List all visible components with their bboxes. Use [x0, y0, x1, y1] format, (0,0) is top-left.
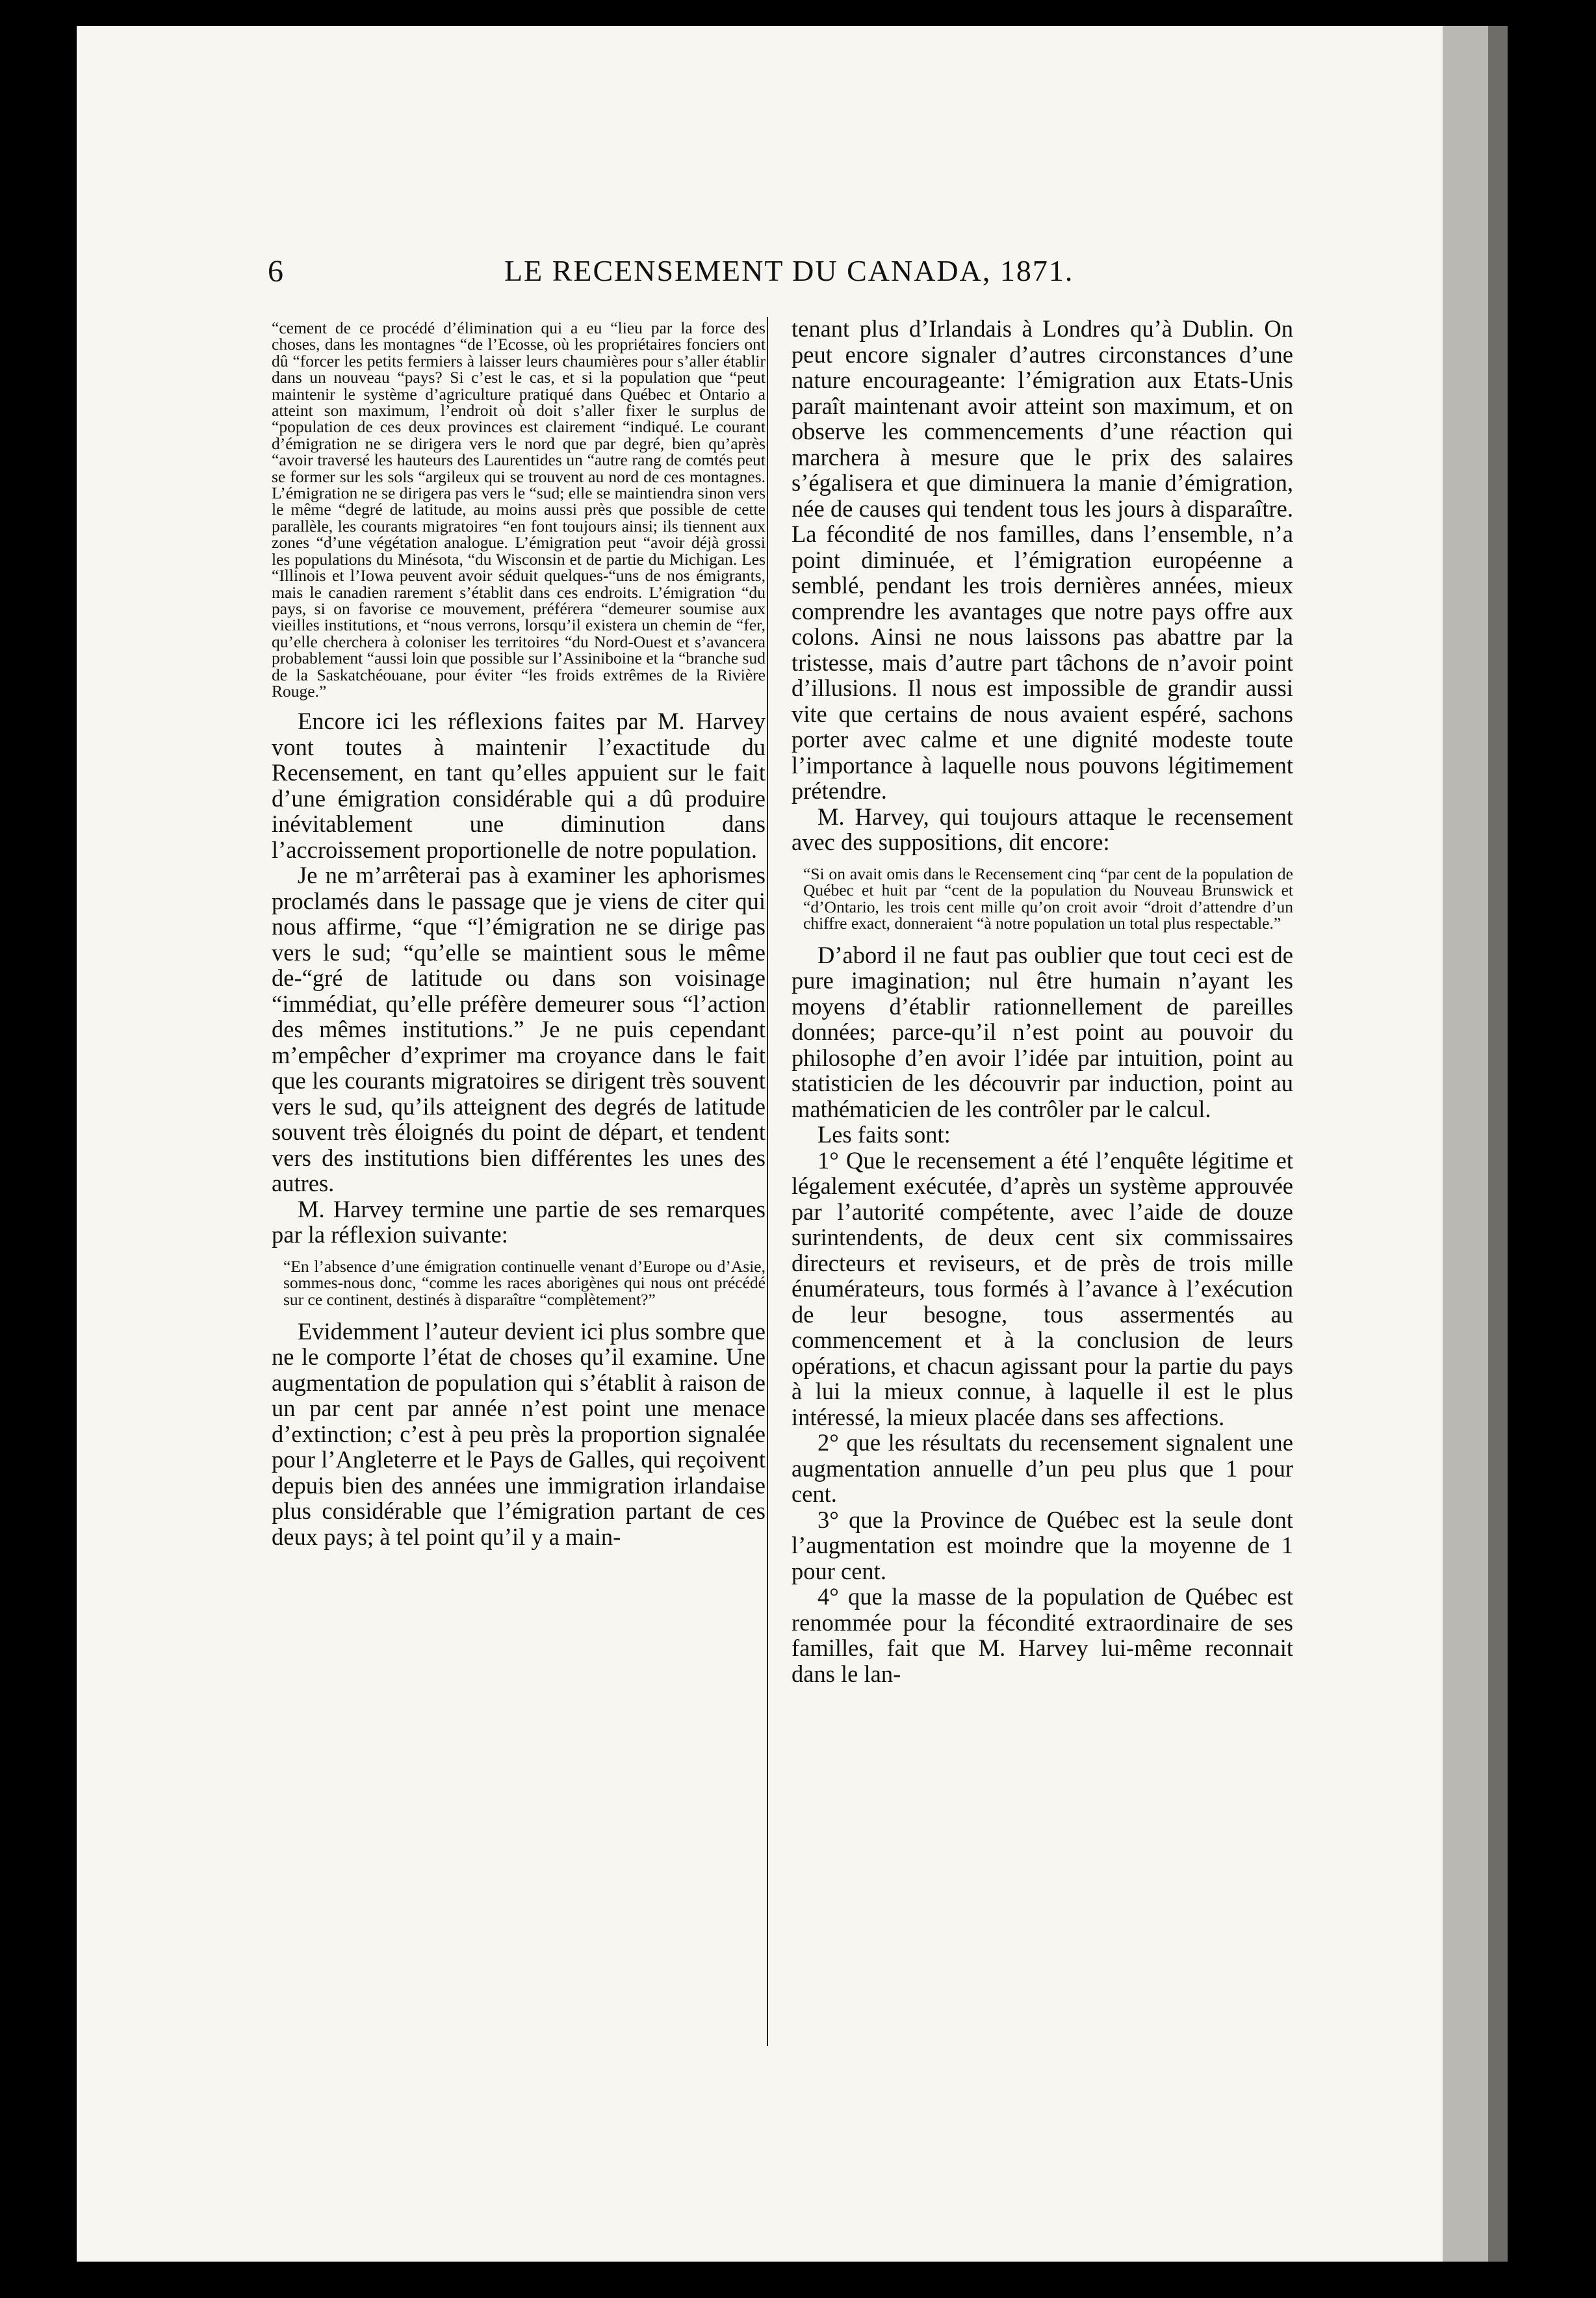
- paragraph: Evidemment l’auteur devient ici plus sombre que ne le comporte l’état de choses qu’il examine. Une augmentation de population qui s’établit à raison de un par cent par année n’est point une menace d’extinction; c’est à peu près la proportion signalée pour l’Angleterre et le Pays de Galles, qui reçoivent depuis bien des années une immigration irlandaise plus considérable que l’émigration partant de ces deux pays; à tel point qu’il y a main-: [272, 1317, 766, 1550]
- list-item: 1° Que le recensement a été l’enquête légitime et légalement exécutée, d’après un système approuvée par l’autorité compétente, avec l’aide de douze surintendents, de deux cent six commissaires directeurs et reviseurs, et de près de trois mille énumérateurs, tous formés à l’avance à l’exécution de leur besogne, tous assermentés au commencement et à la conclusion de leurs opérations, et chacun agissant pour la partie du pays à lui la mieux connue, à laquelle il est le plus intéressé, la mieux placée dans ses affections.: [792, 1146, 1293, 1430]
- right-column: [792, 316, 1293, 1686]
- paragraph: M. Harvey, qui toujours attaque le recensement avec des suppositions, dit encore:: [792, 803, 1293, 855]
- quote-continued: “cement de ce procédé d’élimination qui a eu “lieu par la force des choses, dans les montagnes “de l’Ecosse, où les propriétaires fonciers ont dû “forcer les petits fermiers à laisser leurs chaumières pour s’aller établir dans un nouveau “pays? Si c’est le cas, et si la population que “peut maintenir le système d’agriculture pratiqué dans Québec et Ontario a atteint son maximum, l’endroit où doit s’aller fixer le surplus de “population de ces deux provinces est clairement “indiqué. Le courant d’émigration ne se dirigera vers le nord que par degré, bien qu’après “avoir traversé les hauteurs des Laurentides un “autre rang de comtés peut se former sur les sols “argileux qui se trouvent au nord de ces montagnes. L’émigration ne se dirigera pas vers le “sud; elle se maintiendra sinon vers le même “degré de latitude, au moins aussi près que possible de cette parallèle, les courants migratoires “en font toujours ainsi; ils tiennent aux zones “d’une végétation analogue. L’émigration peut “avoir déjà grossi les populations du Minésota, “du Wisconsin et de partie du Michigan. Les “Illinois et l’Iowa peuvent avoir séduit quelques-“uns de nos émigrants, mais le canadien rarement s’établit dans ces endroits. L’émigration “du pays, si on favorise ce mouvement, préférera “demeurer soumise aux vieilles institutions, et “nous verrons, lorsqu’il existera un chemin de “fer, qu’elle cherchera à coloniser les territoires “du Nord-Ouest et s’avancera probablement “aussi loin que possible sur l’Assiniboine et la “branche sud de la Saskatchéouane, pour éviter “les froids extrêmes de la Rivière Rouge.”: [272, 318, 766, 701]
- page-edge-shadow: [1488, 26, 1508, 2262]
- paragraph: D’abord il ne faut pas oublier que tout ceci est de pure imagination; nul être humain n’ayant les moyens d’établir rationnellement de pareilles données; parce-qu’il n’est point au pouvoir du philosophe d’en avoir l’idée par intuition, point au statisticien de les découvrir par induction, point au mathématicien de les contrôler par le calcul.: [792, 941, 1293, 1122]
- paragraph: M. Harvey termine une partie de ses remarques par la réflexion suivante:: [272, 1195, 766, 1248]
- left-column: [272, 320, 766, 1549]
- list-item: 3° que la Province de Québec est la seule dont l’augmentation est moindre que la moyenne de 1 pour cent.: [792, 1506, 1293, 1584]
- facts-intro: Les faits sont:: [817, 1121, 951, 1148]
- paragraph: Encore ici les réflexions faites par M. Harvey vont toutes à maintenir l’exactitude du Recensement, en tant qu’elles appuient sur le fait d’une émigration considérable qui a dû produire inévitablement une diminution dans l’accroissement proportionelle de notre population.: [272, 708, 766, 863]
- block-quote: “En l’absence d’une émigration continuelle venant d’Europe ou d’Asie, sommes-nous donc, “comme les races aborigènes qui nous ont précédé sur ce continent, destinés à disparaître “complètement?”: [283, 1256, 766, 1310]
- list-item: 2° que les résultats du recensement signalent une augmentation annuelle d’un peu plus que 1 pour cent.: [792, 1429, 1293, 1508]
- page-number: 6: [268, 254, 283, 289]
- block-quote: “Si on avait omis dans le Recensement cinq “par cent de la population de Québec et huit par “cent de la population du Nouveau Brunswick et “d’Ontario, les trois cent mille qu’on croit avoir “droit d’attendre d’un chiffre exact, donneraient “à notre population un total plus respectable.”: [803, 864, 1293, 933]
- list-item: 4° que la masse de la population de Québec est renommée pour la fécondité extraordinaire de ses familles, fait que M. Harvey lui-même reconnait dans le lan-: [792, 1583, 1293, 1687]
- page-edge: [1443, 26, 1488, 2262]
- paragraph: tenant plus d’Irlandais à Londres qu’à Dublin. On peut encore signaler d’autres circonstances d’une nature encourageante: l’émigration aux Etats-Unis paraît maintenant avoir atteint son maximum, et on observe les commencements d’une réaction qui marchera à mesure que le prix des salaires s’égalisera et que diminuera la manie d’émigration, née de causes qui tendent tous les jours à disparaître. La fécondité de nos familles, dans l’ensemble, n’a point diminuée, et l’émigration européenne a semblé, pendant les trois dernières années, mieux comprendre les avantages que notre pays offre aux colons. Ainsi ne nous laissons pas abattre par la tristesse, mais d’autre part tâchons de n’avoir point d’illusions. Il nous est impossible de grandir aussi vite que certains de nous avaient espéré, sachons porter avec calme et une dignité modeste toute l’importance à laquelle nous pouvons légitimement prétendre.: [792, 315, 1293, 804]
- running-title: LE RECENSEMENT DU CANADA, 1871.: [504, 254, 1074, 287]
- paragraph: Je ne m’arrêterai pas à examiner les aphorismes proclamés dans le passage que je viens de citer qui nous affirme, “que “l’émigration ne se dirige pas vers le sud; “qu’elle se maintient sous le même de-“gré de latitude ou dans son voisinage “immédiat, qu’elle préfère demeurer sous “l’action des mêmes institutions.” Je ne puis cependant m’empêcher d’exprimer ma croyance dans le fait que les courants migratoires se dirigent très souvent vers le sud, qu’ils atteignent des degrés de latitude souvent très éloignés du point de départ, et tendent vers des institutions bien différentes les unes des autres.: [272, 862, 766, 1197]
- column-divider: [767, 317, 768, 2046]
